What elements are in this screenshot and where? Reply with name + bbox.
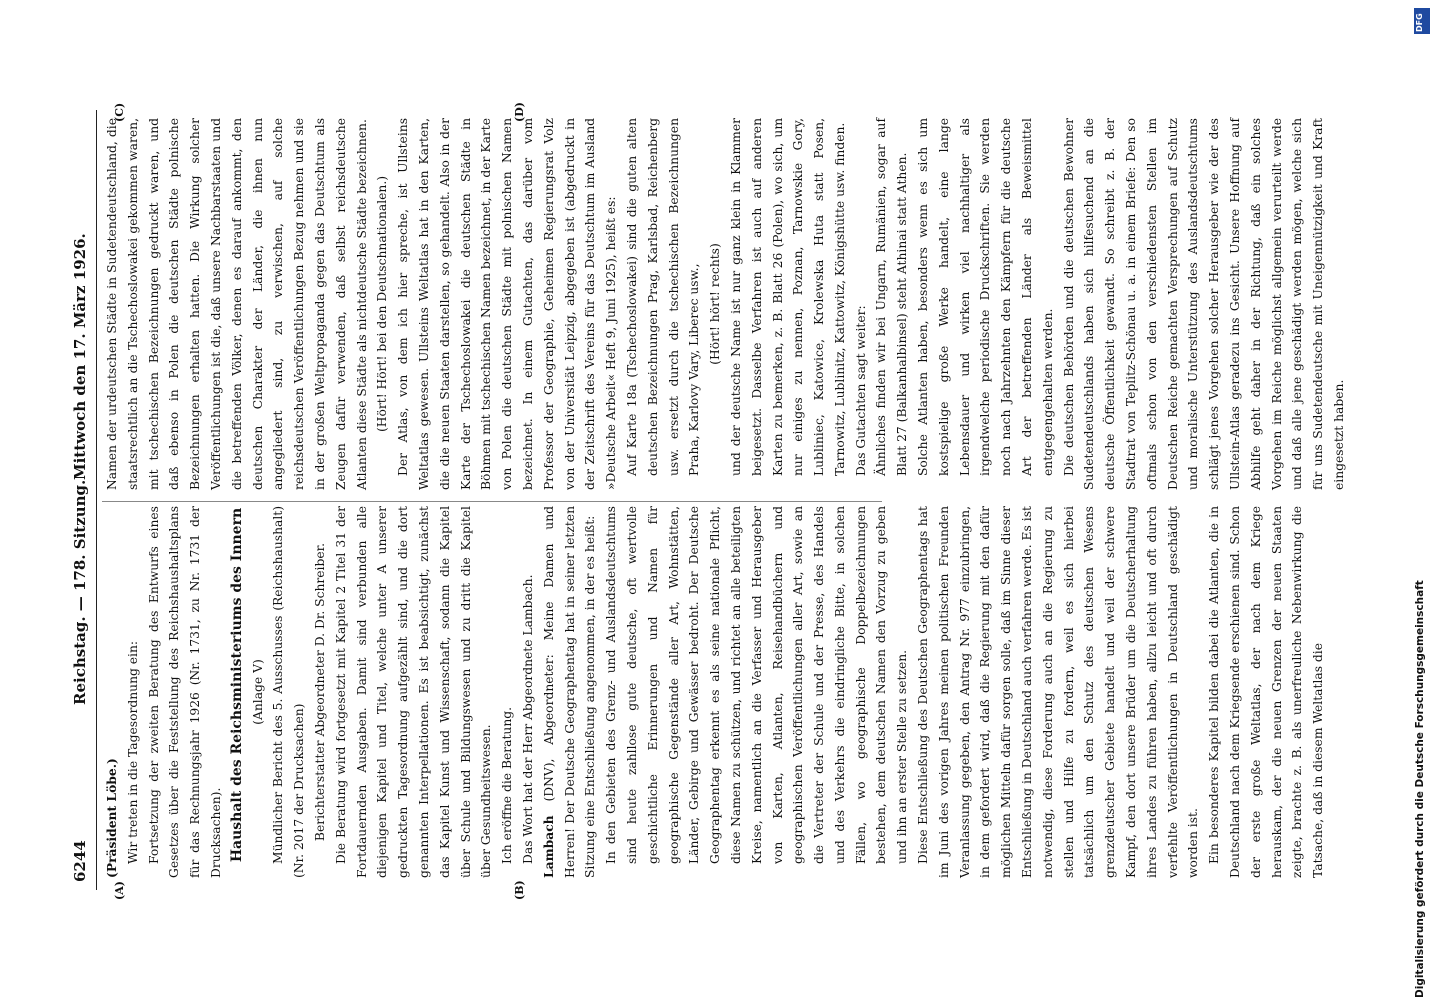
right-column <box>102 118 1350 490</box>
paragraph: Ein besonderes Kapitel bilden dabei die Atlanten, die in Deutschland nach dem Kriegsende erschienen sind. Schon der erste große Weltatlas, der nach dem Kriege herauskam, der die neuen Grenzen der neuen Staaten zeigte, brachte z. B. als unerfreuliche Nebenwirkung die Tatsache, daß in diesem Weltatlas die <box>1207 506 1326 878</box>
stamp-text: Digitalisierung gefördert durch die Deutsche Forschungsgemeinschaft <box>1414 580 1426 998</box>
quotation: In den Gebieten des Grenz- und Auslandsdeutschtums sind heute zahllose gute deutsche, oft wertvolle geschichtliche Erinnerungen und Namen für geographische Gegenstände aller Art, Wohnstätten, Länder, Gebirge und Gewässer bedroht. Der Deutsche Geographentag erkennt es als seine nationale Pflicht, diese Namen zu schützen, und richtet an alle beteiligten Kreise, namentlich an die Verfasser und Herausgeber von Karten, Atlanten, Reisehandbüchern und geographischen Veröffentlichungen aller Art, sowie an die Vertreter der Schule und der Presse, des Handels und des Verkehrs die eindringliche Bitte, in solchen Fällen, wo geographische Doppelbezeichnungen bestehen, dem deutschen Namen den Vorzug zu geben und ihn an erster Stelle zu setzen. <box>604 506 910 864</box>
section-subheading: (Anlage V) <box>250 659 265 725</box>
paragraph: Die deutschen Behörden und die deutschen Bewohner Sudetendeutschlands haben sich hilfesuchend an die deutsche Öffentlichkeit gewandt. So schreibt z. B. der Stadtrat von Teplitz-Schönau u. a. in einem Briefe: Den so oftmals schon von den verschiedensten Stellen im Deutschen Reiche gemachten Versprechungen auf Schutz und moralische Unterstützung des Auslandsdeutschtums schlägt jenes Vorgehen solcher Herausgeber wie der des Ullstein-Atlas geradezu ins Gesicht. Unsere Hoffnung auf Abhilfe geht daher in der Richtung, daß ein solches Vorgehen im Reiche möglichst allgemein verurteilt werde und daß alle jene geschädigt werden mögen, welche sich für uns Sudetendeutsche mit Uneigennützigkeit und Kraft eingesetzt haben. <box>1061 118 1347 490</box>
margin-marker-d: (D) <box>513 102 526 122</box>
page-number: 6244 <box>71 840 89 882</box>
dfg-logo: DFG <box>1414 8 1430 34</box>
interjection: (Hört! hört! rechts) <box>708 243 723 365</box>
paragraph: Berichterstatter Abgeordneter D. Dr. Schreiber. <box>312 542 327 842</box>
paragraph: Das Wort hat der Herr Abgeordnete Lambach. <box>520 574 535 864</box>
paragraph: Namen der urdeutschen Städte in Sudetendeutschland, die staatsrechtlich an die Tschechoslowakei gekommen waren, mit tschechischen Bezeichnungen gedruckt waren, und daß ebenso in Polen die deutschen Städte polnische Bezeichnungen erhalten hatten. Die Wirkung solcher Veröffentlichungen ist die, daß unsere Nachbarstaaten und die betreffenden Völker, denen es darauf ankommt, den deutschen Charakter der Länder, die ihnen nun angegliedert sind, zu verwischen, auf solche reichsdeutschen Veröffentlichungen Bezug nehmen und sie in der großen Weltpropaganda gegen das Deutschtum als Zeugen dafür verwenden, daß selbst reichsdeutsche Atlanten diese Städte als nichtdeutsche Städte bezeichnen. <box>105 118 369 490</box>
paragraph: Mündlicher Bericht des 5. Ausschusses (Reichshaushalt) (Nr. 2017 der Drucksachen) <box>271 506 307 878</box>
running-header <box>70 100 94 900</box>
rotated-newspaper-page <box>70 100 1400 900</box>
paragraph: Wir treten in die Tagesordnung ein: <box>125 640 140 864</box>
digitization-stamp <box>1414 8 1430 998</box>
section-heading: Haushalt des Reichsministeriums des Innern <box>228 507 245 863</box>
header-rule <box>96 110 97 890</box>
speech-paragraph: Lambach (DNV), Abgeordneter: Meine Damen und Herren! Der Deutsche Geographentag hat in seiner letzten Sitzung eine Entschließung angenommen, in der es heißt: <box>540 506 598 878</box>
quotation: Ähnliches finden wir bei Ungarn, Rumänien, sogar auf Blatt 27 (Balkanhalbinsel) steht Athinai statt Athen. <box>874 118 910 476</box>
quotation: und der deutsche Name ist nur ganz klein in Klammer beigesetzt. Dasselbe Verfahren ist auch auf anderen Karten zu bemerken, z. B. Blatt 26 (Polen), wo sich, um nur einiges zu nennen, Poznan, Tarnowskie Gory, Lubliniec, Katowice, Krolewska Huta statt Posen, Tarnowitz, Lublinitz, Kattowitz, Königshütte usw. finden. <box>728 118 847 476</box>
paragraph: Ich eröffne die Beratung. <box>500 706 515 864</box>
margin-marker-c: (C) <box>113 102 126 122</box>
session-date: Mittwoch den 17. März 1926. <box>71 233 89 480</box>
paragraph: Fortsetzung der zweiten Beratung des Entwurfs eines Gesetzes über die Feststellung des Reichshaushaltsplans für das Rechnungsjahr 1926 (Nr. 1731, zu Nr. 1731 der Drucksachen). <box>146 506 223 878</box>
paragraph: Die Beratung wird fortgesetzt mit Kapitel 2 Titel 31 der Fortdauernden Ausgaben. Damit sind verbunden alle diejenigen Kapitel und Titel, welche unter A unserer gedruckten Tagesordnung aufgezählt sind, und die dort genannten Interpellationen. Es ist beabsichtigt, zunächst das Kapitel Kunst und Wissenschaft, sodann die Kapitel über Schule und Bildungswesen und zu dritt die Kapitel über Gesundheitswesen. <box>333 506 494 878</box>
quotation: Solche Atlanten haben, besonders wenn es sich um kostspielige große Werke handelt, eine lange Lebensdauer und wirken viel nachhaltiger als irgendwelche periodische Druckschriften. Sie werden noch nach Jahrzehnten den Kämpfern für die deutsche Art der betreffenden Länder als Beweismittel entgegengehalten werden. <box>916 118 1055 476</box>
margin-marker-a: (A) <box>113 881 126 900</box>
left-column <box>102 506 1329 878</box>
column-divider <box>102 501 882 502</box>
session-title: Reichstag. — 178. Sitzung. <box>71 479 89 705</box>
interjection: (Hört! Hört! bei den Deutschnationalen.) <box>375 175 390 433</box>
paragraph: Das Gutachten sagt weiter: <box>853 305 868 476</box>
speaker-note: (Präsident Löbe.) <box>104 758 119 878</box>
quotation: Auf Karte 18a (Tschechoslowakei) sind die guten alten deutschen Bezeichnungen Prag, Karlsbad, Reichenberg usw. ersetzt durch die tschechischen Bezeichnungen Praha, Karlovy Vary, Liberec usw., <box>624 118 702 476</box>
paragraph: Der Atlas, von dem ich hier spreche, ist Ullsteins Weltatlas gewesen. Ullsteins Weltatlas hat in den Karten, die die neuen Staaten darstellen, so gehandelt. Also in der Karte der Tschechoslowakei die deutschen Städte in Böhmen mit tschechischen Namen bezeichnet, in der Karte von Polen die deutschen Städte mit polnischen Namen bezeichnet. In einem Gutachten, das darüber vom Professor der Geographie, Geheimen Regierungsrat Volz von der Universität Leipzig, abgegeben ist (abgedruckt in der Zeitschrift des Vereins für das Deutschtum im Ausland »Deutsche Arbeit« Heft 9, Juni 1925), heißt es: <box>396 118 619 490</box>
paragraph: Diese Entschließung des Deutschen Geographentags hat im Juni des vorigen Jahres meinen politischen Freunden Veranlassung gegeben, den Antrag Nr. 977 einzubringen, in dem gefordert wird, daß die Regierung mit den dafür möglichen Mitteln dafür sorgen solle, daß im Sinne dieser Entschließung in Deutschland auch verfahren werde. Es ist notwendig, diese Forderung auch an die Regierung zu stellen und Hilfe zu fordern, weil es sich hierbei tatsächlich um den Schutz des deutschen Wesens grenzdeutscher Gebiete handelt und weil der schwere Kampf, den dort unsere Brüder um die Deutscherhaltung ihres Landes zu führen haben, allzu leicht und oft durch verfehlte Veröffentlichungen in Deutschland geschädigt worden ist. <box>916 506 1201 878</box>
margin-marker-b: (B) <box>513 880 526 900</box>
